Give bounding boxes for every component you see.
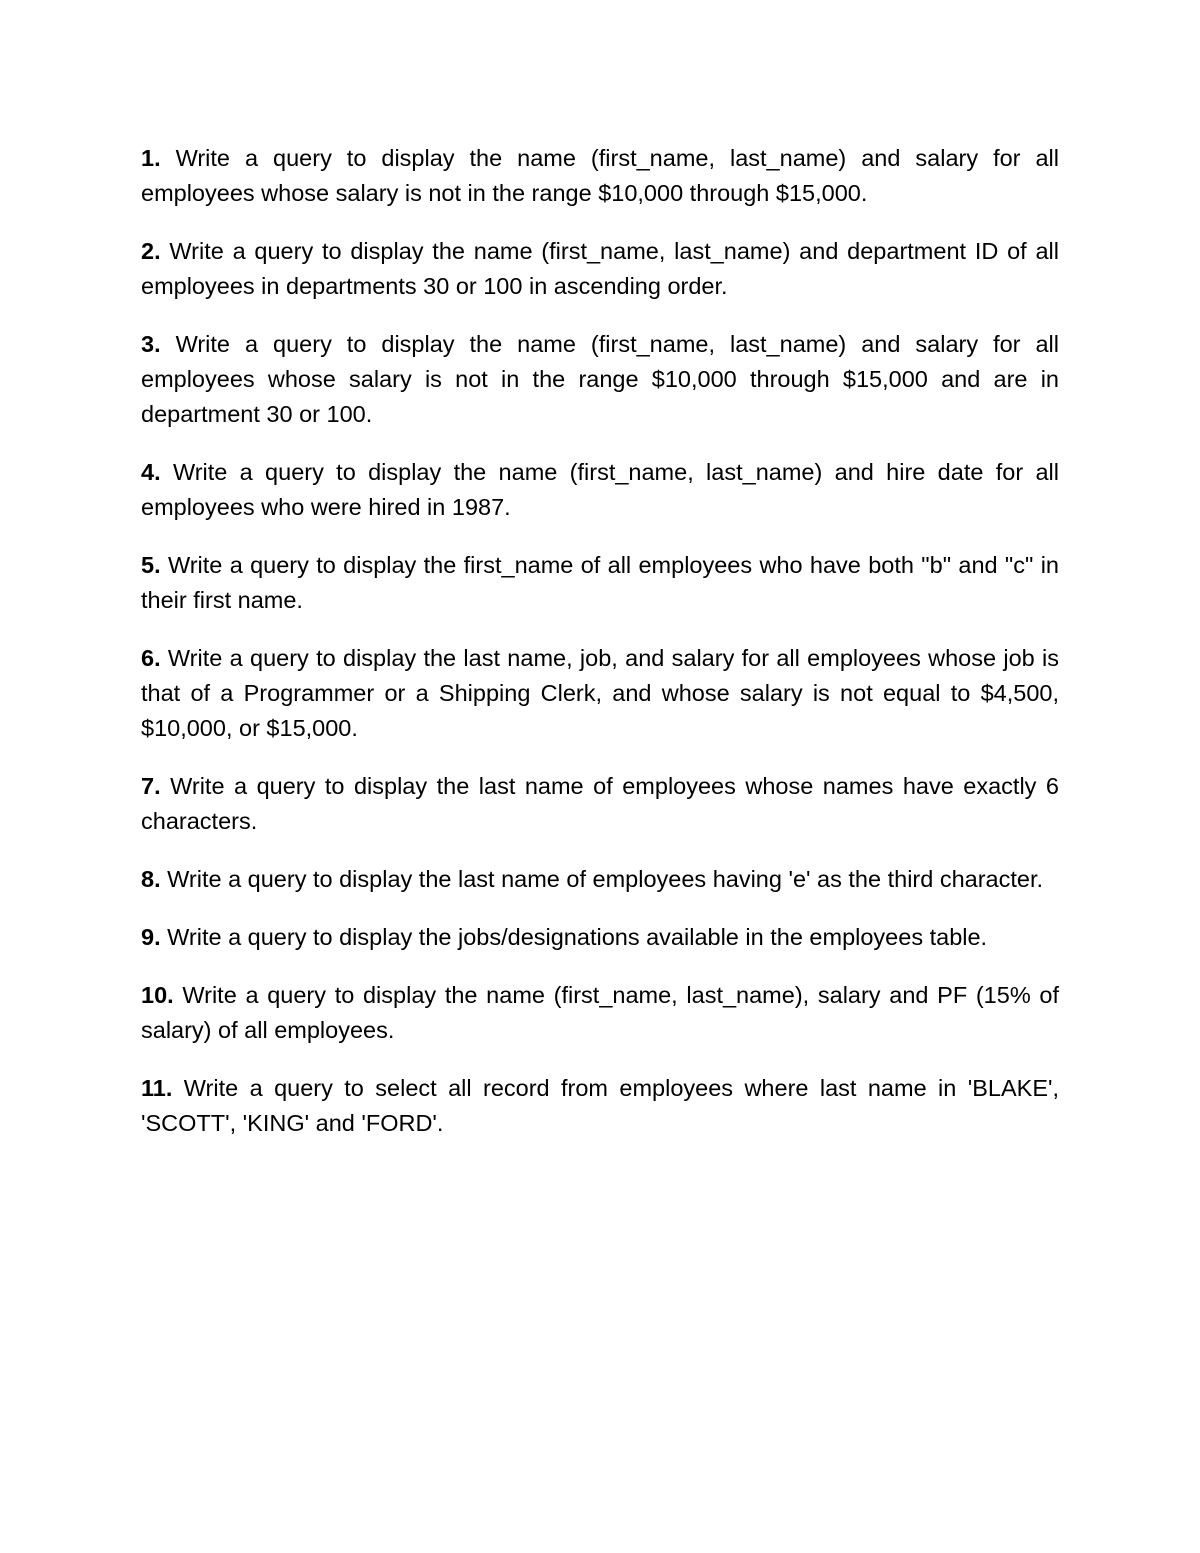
question-8: [141, 862, 1059, 897]
question-9: [141, 920, 1059, 955]
question-number: 9.: [141, 924, 161, 950]
question-text: Write a query to display the last name of employees having 'e' as the third character.: [167, 866, 1044, 892]
question-number: 10.: [141, 982, 174, 1008]
question-text: Write a query to display the jobs/designations available in the employees table.: [167, 924, 988, 950]
question-number: 1.: [141, 145, 161, 171]
question-11: [141, 1071, 1059, 1141]
question-text: Write a query to display the name (first_name, last_name) and salary for all employees whose salary is not in the range $10,000 through $15,000 and are in department 30 or 100.: [141, 331, 1059, 427]
question-7: [141, 769, 1059, 839]
question-text: Write a query to display the name (first_name, last_name) and department ID of all employees in departments 30 or 100 in ascending order.: [141, 238, 1059, 299]
question-number: 7.: [141, 773, 161, 799]
question-number: 5.: [141, 552, 161, 578]
question-text: Write a query to select all record from employees where last name in 'BLAKE', 'SCOTT', 'KING' and 'FORD'.: [141, 1075, 1060, 1136]
question-number: 3.: [141, 331, 161, 357]
question-3: [141, 327, 1059, 432]
question-6: [141, 641, 1059, 746]
question-text: Write a query to display the last name of employees whose names have exactly 6 characters.: [141, 773, 1059, 834]
question-text: Write a query to display the name (first_name, last_name) and salary for all employees whose salary is not in the range $10,000 through $15,000.: [141, 145, 1059, 206]
question-1: [141, 141, 1059, 211]
question-number: 8.: [141, 866, 161, 892]
question-text: Write a query to display the name (first_name, last_name), salary and PF (15% of salary) of all employees.: [141, 982, 1060, 1043]
question-number: 2.: [141, 238, 161, 264]
question-10: [141, 978, 1059, 1048]
question-2: [141, 234, 1059, 304]
question-text: Write a query to display the first_name of all employees who have both "b" and "c" in their first name.: [141, 552, 1059, 613]
question-number: 6.: [141, 645, 161, 671]
question-5: [141, 548, 1059, 618]
question-text: Write a query to display the last name, job, and salary for all employees whose job is that of a Programmer or a Shipping Clerk, and whose salary is not equal to $4,500, $10,000, or $15,000.: [141, 645, 1059, 741]
question-4: [141, 455, 1059, 525]
question-number: 4.: [141, 459, 161, 485]
document-page: [141, 141, 1059, 1164]
question-number: 11.: [141, 1075, 173, 1101]
question-text: Write a query to display the name (first_name, last_name) and hire date for all employees who were hired in 1987.: [141, 459, 1059, 520]
